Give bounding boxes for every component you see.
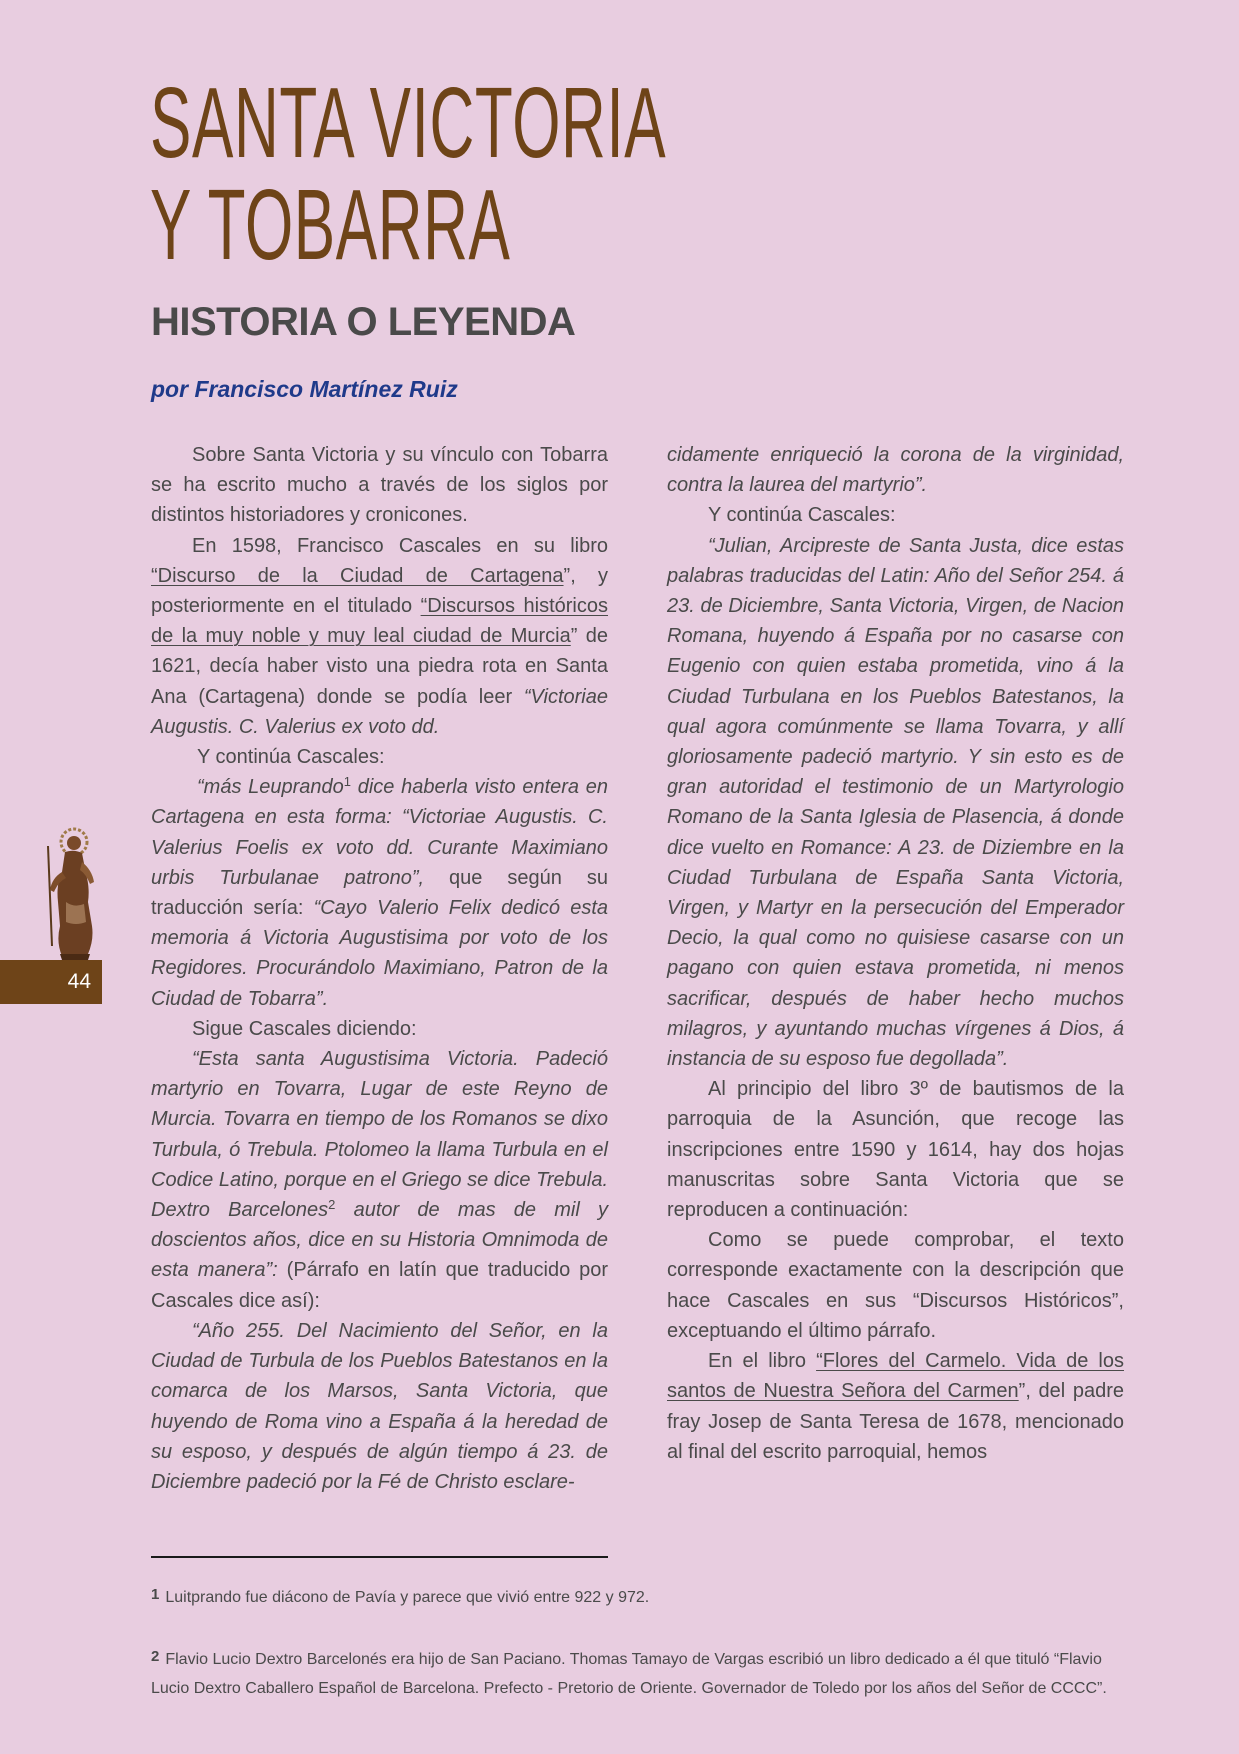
text-run: En 1598, Francisco Cascales en su libro: [192, 534, 608, 557]
footnote-divider: [151, 1556, 608, 1558]
left-paragraph-7: “Año 255. Del Nacimiento del Señor, en la Ciudad de Turbula de los Pueblos Batestanos en la comarca de los Marsos, Santa Victoria, que huyendo de Roma vino a España á la heredad de su esposo, y después de algún tiempo á 23. de Diciembre padeció por la Fé de Christo esclare-: [151, 1319, 608, 1493]
right-column: [667, 440, 1124, 1467]
text-run: ”, y posteriormente en el titulado: [151, 564, 608, 618]
title-line-2: Y TOBARRA: [150, 169, 511, 281]
page-number-badge: [0, 960, 102, 1004]
text-run: En el libro: [708, 1350, 817, 1373]
quote-text: autor de mas de mil y doscientos años, dice en su Historia Omnimoda de esta manera”:: [151, 1199, 608, 1282]
quote-text: “Cayo Valerio Felix dedicó esta memoria á Victoria Augustisima por voto de los Regidores. Procurándolo Maximiano, Patron de la Ciudad de Tobarra”.: [151, 897, 608, 1010]
right-paragraph-4: Al principio del libro 3º de bautismos de la parroquia de la Asunción, que recoge las inscripciones entre 1590 y 1614, hay dos hojas manuscritas sobre Santa Victoria que se reproducen a continuación:: [667, 1078, 1124, 1222]
book-link-murcia[interactable]: “Discursos históricos de la muy noble y muy leal ciudad de Murcia: [151, 595, 608, 648]
book-link-flores-carmelo[interactable]: “Flores del Carmelo. Vida de los santos de Nuestra Señora del Carmen: [667, 1350, 1124, 1403]
author-byline: por Francisco Martínez Ruiz: [151, 376, 458, 402]
page-title: [150, 67, 667, 281]
text-run: que según su traducción sería:: [151, 866, 608, 920]
footnote-ref-2[interactable]: 2: [328, 1197, 336, 1213]
title-line-1: SANTA VICTORIA: [150, 67, 667, 179]
right-paragraph-5: Como se puede comprobar, el texto corresponde exactamente con la descripción que hace Cascales en sus “Discursos Históricos”, exceptuando el último párrafo.: [667, 1229, 1124, 1342]
footnote-text: Luitprando fue diácono de Pavía y parece que vivió entre 922 y 972.: [165, 1589, 650, 1606]
text-run: ” de 1621, decía haber visto una piedra rota en Santa Ana (Cartagena) donde se podía leer: [151, 625, 609, 708]
left-paragraph-4: [151, 772, 608, 1014]
left-paragraph-5: Sigue Cascales diciendo:: [192, 1017, 417, 1040]
footnote-number: 1: [151, 1586, 160, 1603]
subtitle: HISTORIA O LEYENDA: [151, 300, 576, 344]
text-run: ”, del padre fray Josep de Santa Teresa de 1678, mencionado al final del escrito parroquial, hemos: [667, 1380, 1124, 1463]
footnote-number: 2: [151, 1648, 160, 1665]
left-paragraph-3: Y continúa Cascales:: [197, 746, 385, 769]
footnote-text: Flavio Lucio Dextro Barcelonés era hijo de San Paciano. Thomas Tamayo de Vargas escribió un libro dedicado a él que tituló “Flavio Lucio Dextro Caballero Español de Barcelona. Prefecto - Pretorio de Oriente. Governador de Toledo por los años del Señor de CCCC”.: [151, 1651, 1107, 1697]
quote-text: “Esta santa Augustisima Victoria. Padeció martyrio en Tovarra, Lugar de este Reyno de Murcia. Tovarra en tiempo de los Romanos se dixo Turbula, ó Trebula. Ptolomeo la llama Turbula en el Codice Latino, porque en el Griego se dice Trebula. Dextro Barcelones: [151, 1048, 608, 1222]
footnote-1: [151, 1580, 1126, 1612]
quote-text: “más Leuprando: [197, 776, 344, 799]
page-number: 44: [67, 970, 91, 993]
footnote-ref-1[interactable]: 1: [343, 774, 352, 790]
right-paragraph-6: [667, 1346, 1124, 1467]
text-run: (Párrafo en latín que traducido por Cascales dice así):: [151, 1259, 609, 1312]
left-paragraph-1: Sobre Santa Victoria y su vínculo con Tobarra se ha escrito mucho a través de los siglos por distintos historiadores y cronicones.: [151, 444, 608, 527]
left-paragraph-2: [151, 531, 608, 742]
quote-text: dice haberla visto entera en Cartagena en esta forma: “Victoriae Augustis. C. Valerius Foelis ex voto dd. Curante Maximiano urbis Turbulanae patrono”,: [151, 776, 608, 889]
footnote-2: [151, 1642, 1126, 1703]
right-paragraph-3: “Julian, Arcipreste de Santa Justa, dice estas palabras traducidas del Latin: Año del Señor 254. á 23. de Diciembre, Santa Victoria, Virgen, de Nacion Romana, huyendo á España por no casarse con Eugenio con quien estaba prometida, vino á la Ciudad Turbulana en los Pueblos Batestanos, la qual agora comúnmente se llama Tovarra, y allí gloriosamente padeció martyrio. Y sin esto es de gran autoridad el testimonio de un Martyrologio Romano de la Santa Iglesia de Plasencia, á donde dice vuelto en Romance: A 23. de Diziembre en la Ciudad Turbulana de España Santa Victoria, Virgen, y Martyr en la persecución del Emperador Decio, la qual como no quisiese casarse con un pagano con quien estava prometida, ni menos sacrificar, después de haber hecho muchos milagros, y ayuntando muchas vírgenes á Dios, á instancia de su esposo fue degollada”.: [667, 534, 1124, 1071]
quote-inscription: “Victoriae Augustis. C. Valerius ex voto dd.: [151, 685, 608, 738]
left-column: [151, 440, 608, 1497]
right-paragraph-1: cidamente enriqueció la corona de la virginidad, contra la laurea del martyrio”.: [667, 444, 1124, 497]
book-link-cartagena[interactable]: “Discurso de la Ciudad de Cartagena: [151, 564, 564, 587]
right-paragraph-2: Y continúa Cascales:: [708, 504, 896, 527]
saint-statue-icon: [38, 822, 102, 960]
left-paragraph-6: [151, 1044, 608, 1316]
